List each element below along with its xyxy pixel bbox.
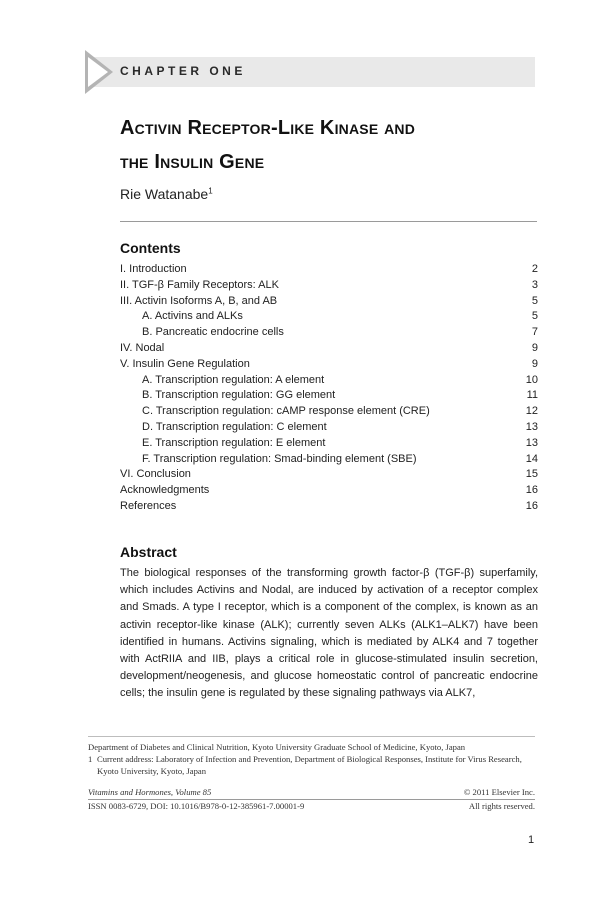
toc-entry-page: 11: [526, 389, 538, 402]
toc-entry: [120, 499, 538, 515]
toc-entry-page: 7: [531, 326, 538, 339]
toc-entry: [120, 452, 538, 468]
page-number: 1: [528, 834, 535, 846]
chapter-arrow-cutout: [88, 57, 108, 87]
publication-info: [88, 787, 535, 812]
affiliation: Department of Diabetes and Clinical Nutrition, Kyoto University Graduate School of Medicine, Kyoto, Japan: [88, 742, 466, 752]
toc-entry: [120, 278, 538, 294]
toc-entry-page: 5: [531, 294, 538, 307]
copyright: © 2011 Elsevier Inc.: [463, 787, 535, 797]
toc-entry-page: 10: [525, 373, 538, 386]
toc-entry: [120, 404, 538, 420]
footnotes: [88, 741, 540, 777]
toc-entry: [120, 388, 538, 404]
journal-volume: Vitamins and Hormones, Volume 85: [88, 787, 212, 797]
toc-entry-label: B. Transcription regulation: GG element: [142, 389, 336, 402]
current-address-footnote: [88, 753, 540, 777]
toc-entry-page: 14: [525, 452, 538, 465]
toc-entry-label: II. TGF-β Family Receptors: ALK: [120, 278, 279, 291]
toc-entry-label: F. Transcription regulation: Smad-binding element (SBE): [142, 452, 417, 465]
issn-doi: ISSN 0083-6729, DOI: 10.1016/B978-0-12-385961-7.00001-9: [88, 801, 305, 811]
abstract-text: The biological responses of the transforming growth factor-β (TGF-β) superfamily, which includes Activins and Nodal, are induced by activation of a receptor complex and Smads. A type I receptor, which is a component of the complex, is known as an activin receptor-like kinase (ALK); currently seven ALKs (ALK1–ALK7) have been identified in humans. Activins signaling, which is mediated by ALK4 and 7 together with ActRIIA and IIB, plays a critical role in glucose-stimulated insulin secretion, development/neogenesis, and glucose homeostatic control of pancreatic endocrine cells; the insulin gene is regulated by these signaling pathways via ALK7,: [120, 567, 538, 700]
toc-entry-label: Acknowledgments: [120, 484, 210, 497]
toc-entry-page: 3: [531, 278, 538, 291]
chapter-label: CHAPTER ONE: [120, 64, 246, 78]
info-divider: [88, 799, 535, 800]
chapter-title-line-1: Activin Receptor-Like Kinase and: [120, 117, 416, 139]
author-footnote-mark: 1: [208, 186, 213, 196]
toc-entry-page: 16: [525, 499, 538, 512]
toc-entry-label: V. Insulin Gene Regulation: [120, 357, 250, 370]
toc-entry-page: 2: [531, 263, 538, 275]
toc-entry: [120, 357, 538, 373]
table-of-contents: [120, 262, 538, 515]
toc-entry-page: 13: [525, 436, 538, 449]
footnote-divider: [88, 736, 535, 737]
toc-entry-label: I. Introduction: [120, 263, 187, 275]
toc-entry-page: 9: [531, 341, 538, 354]
chapter-title-line-2: the Insulin Gene: [120, 151, 265, 173]
toc-entry-label: D. Transcription regulation: C element: [142, 420, 327, 433]
toc-entry-label: A. Transcription regulation: A element: [142, 373, 325, 386]
toc-entry: [120, 436, 538, 452]
toc-entry-label: III. Activin Isoforms A, B, and AB: [120, 294, 278, 307]
toc-entry-page: 16: [525, 484, 538, 497]
toc-entry: [120, 262, 538, 278]
toc-entry-page: 12: [525, 405, 538, 418]
toc-entry-label: C. Transcription regulation: cAMP response element (CRE): [142, 405, 430, 418]
abstract-heading: Abstract: [120, 544, 177, 560]
toc-entry: [120, 483, 538, 499]
toc-entry-label: B. Pancreatic endocrine cells: [142, 326, 284, 339]
toc-entry: [120, 420, 538, 436]
footnote-mark: 1: [88, 754, 93, 764]
toc-entry-page: 9: [531, 357, 538, 370]
toc-entry: [120, 373, 538, 389]
toc-entry-label: IV. Nodal: [120, 341, 165, 354]
toc-entry-label: References: [120, 499, 177, 512]
toc-entry: [120, 467, 538, 483]
toc-entry: [120, 309, 538, 325]
toc-entry-page: 15: [525, 468, 538, 481]
chapter-title: [120, 111, 540, 179]
toc-entry-label: VI. Conclusion: [120, 468, 191, 481]
author-name: Rie Watanabe: [120, 186, 209, 202]
toc-entry-label: E. Transcription regulation: E element: [142, 436, 326, 449]
current-address: Current address: Laboratory of Infection and Prevention, Department of Biological Responses, Institute for Virus Research, Kyoto University, Kyoto, Japan: [97, 754, 522, 776]
rights: All rights reserved.: [468, 801, 535, 811]
author: [120, 186, 213, 202]
toc-entry: [120, 325, 538, 341]
toc-entry: [120, 341, 538, 357]
toc-entry-page: 13: [525, 420, 538, 433]
contents-heading: Contents: [120, 240, 181, 256]
toc-entry-page: 5: [531, 310, 538, 323]
divider: [120, 221, 537, 222]
toc-entry: [120, 294, 538, 310]
toc-entry-label: A. Activins and ALKs: [142, 310, 243, 323]
